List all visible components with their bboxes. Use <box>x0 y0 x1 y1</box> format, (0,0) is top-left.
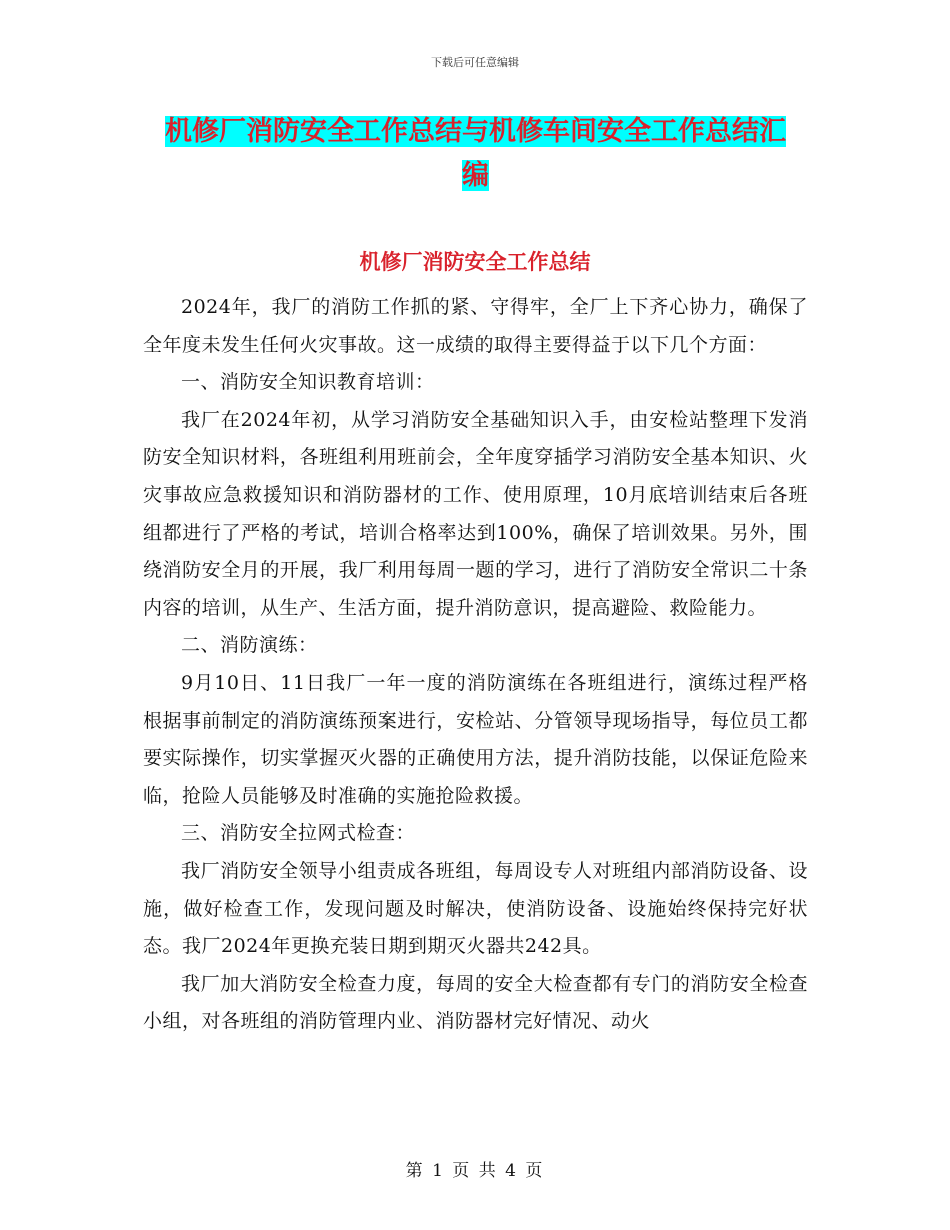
paragraph-heading: 三、消防安全拉网式检查： <box>181 822 416 845</box>
paragraph-heading: 二、消防演练： <box>181 634 318 657</box>
document-title-line-1: 机修厂消防安全工作总结与机修车间安全工作总结汇 <box>165 116 786 147</box>
paragraph: 我厂在2024年初，从学习消防安全基础知识入手，由安检站整理下发消防安全知识材料，各班组利用班前会，全年度穿插学习消防安全基本知识、火灾事故应急救援知识和消防器材的工作、使用原理，10月底培训结束后各班组都进行了严格的考试，培训合格率达到100%，确保了培训效果。另外，围绕消防安全月的开展，我厂利用每周一题的学习，进行了消防安全常识二十条内容的培训，从生产、生活方面，提升消防意识，提高避险、救险能力。 <box>143 408 808 619</box>
header-note: 下载后可任意编辑 <box>431 56 519 69</box>
paragraph: 我厂消防安全领导小组责成各班组，每周设专人对班组内部消防设备、设施，做好检查工作，发现问题及时解决，使消防设备、设施始终保持完好状态。我厂2024年更换充装日期到期灭火器共242具。 <box>143 859 808 958</box>
paragraph: 2024年，我厂的消防工作抓的紧、守得牢，全厂上下齐心协力，确保了全年度未发生任何火灾事故。这一成绩的取得主要得益于以下几个方面： <box>143 296 808 356</box>
paragraph: 9月10日、11日我厂一年一度的消防演练在各班组进行，演练过程严格根据事前制定的消防演练预案进行，安检站、分管领导现场指导，每位员工都要实际操作，切实掌握灭火器的正确使用方法，提升消防技能，以保证危险来临，抢险人员能够及时准确的实施抢险救援。 <box>143 671 808 807</box>
paragraph-heading: 一、消防安全知识教育培训： <box>181 371 435 394</box>
body-text <box>143 289 808 1041</box>
page-footer: 第 1 页 共 4 页 <box>405 1161 545 1181</box>
paragraph: 我厂加大消防安全检查力度，每周的安全大检查都有专门的消防安全检查小组，对各班组的消防管理内业、消防器材完好情况、动火 <box>143 972 808 1033</box>
document-title-line-2: 编 <box>462 160 489 191</box>
document-title <box>143 110 808 198</box>
section-title: 机修厂消防安全工作总结 <box>359 250 591 274</box>
